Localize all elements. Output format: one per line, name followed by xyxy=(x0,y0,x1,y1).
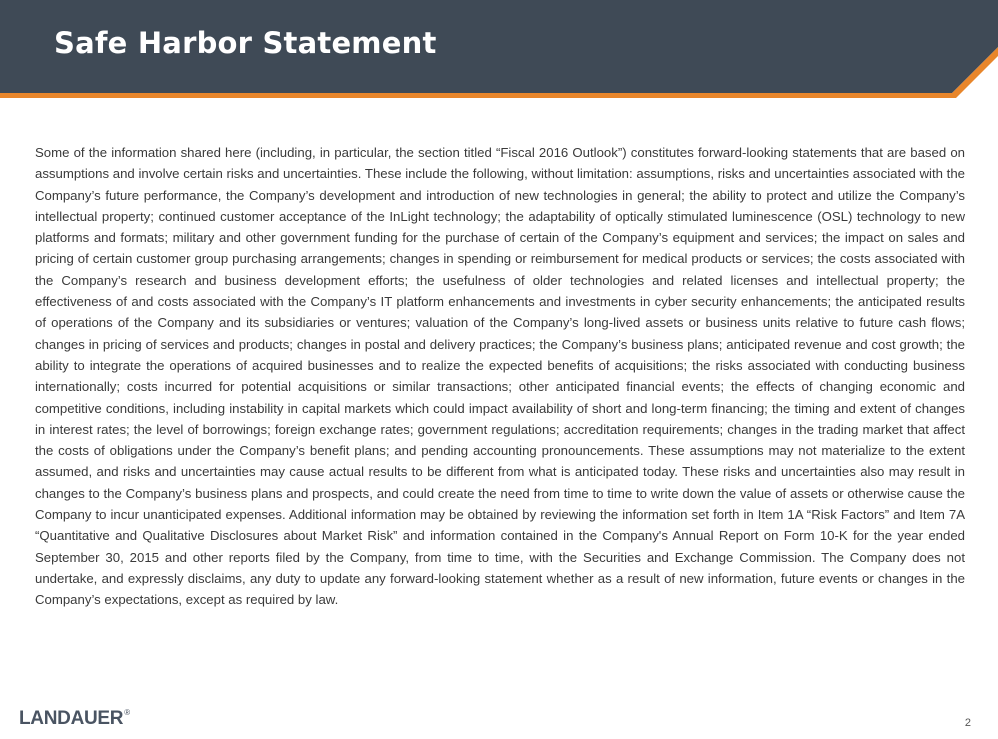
safe-harbor-body-text: Some of the information shared here (including, in particular, the section titled “Fiscal 2016 Outlook”) constitutes forward-looking statements that are based on assumptions and involve certain risks and uncertainties. These include the following, without limitation: assumptions, risks and uncertainties associated with the Company’s future performance, the Company’s development and introduction of new technologies in general; the ability to protect and utilize the Company’s intellectual property; continued customer acceptance of the InLight technology; the adaptability of optically stimulated luminescence (OSL) technology to new platforms and formats; military and other government funding for the purchase of certain of the Company’s equipment and services; the impact on sales and pricing of certain customer group purchasing arrangements; changes in spending or reimbursement for medical products or services; the costs associated with the Company’s research and business development efforts; the usefulness of older technologies and related licenses and intellectual property; the effectiveness of and costs associated with the Company’s IT platform enhancements and investments in cyber security enhancements; the anticipated results of operations of the Company and its subsidiaries or ventures; valuation of the Company’s long-lived assets or business units relative to future cash flows; changes in pricing of services and products; changes in postal and delivery practices; the Company’s business plans; anticipated revenue and cost growth; the ability to integrate the operations of acquired businesses and to realize the expected benefits of acquisitions; the risks associated with conducting business internationally; costs incurred for potential acquisitions or similar transactions; other anticipated financial events; the effects of changing economic and competitive conditions, including instability in capital markets which could impact availability of short and long-term financing; the timing and extent of changes in interest rates; the level of borrowings; foreign exchange rates; government regulations; accreditation requirements; changes in the trading market that affect the costs of obligations under the Company’s benefit plans; and pending accounting pronouncements. These assumptions may not materialize to the extent assumed, and risks and uncertainties may cause actual results to be different from what is anticipated today. These risks and uncertainties also may result in changes to the Company’s business plans and prospects, and could create the need from time to time to write down the value of assets or otherwise cause the Company to incur unanticipated expenses. Additional information may be obtained by reviewing the information set forth in Item 1A “Risk Factors” and Item 7A “Quantitative and Qualitative Disclosures about Market Risk” and information contained in the Company's Annual Report on Form 10-K for the year ended September 30, 2015 and other reports filed by the Company, from time to time, with the Securities and Exchange Commission. The Company does not undertake, and expressly disclaims, any duty to update any forward-looking statement whether as a result of new information, future events or changes in the Company’s expectations, except as required by law. xyxy=(35,145,965,608)
page-title: Safe Harbor Statement xyxy=(54,26,437,60)
landauer-logo xyxy=(19,708,130,730)
logo-wordmark: LANDAUER xyxy=(19,708,124,729)
registered-mark: ® xyxy=(124,708,130,717)
page-number: 2 xyxy=(964,717,971,729)
